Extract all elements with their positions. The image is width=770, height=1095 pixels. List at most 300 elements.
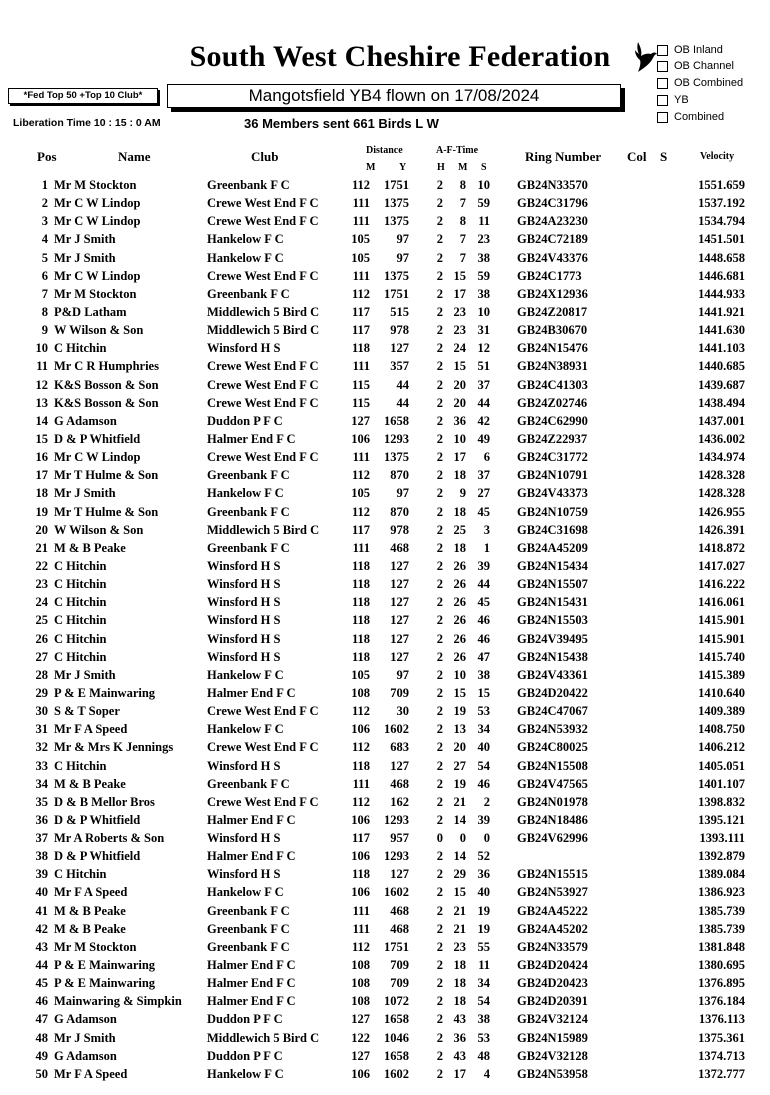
checkbox[interactable] [657, 78, 668, 89]
distance-miles: 111 [352, 921, 370, 936]
option-ob-inland[interactable] [657, 44, 723, 56]
minutes: 14 [453, 812, 466, 827]
distance-miles: 105 [351, 232, 370, 247]
position: 6 [41, 268, 48, 283]
seconds: 46 [477, 613, 490, 628]
minutes: 19 [453, 776, 466, 791]
velocity: 1385.739 [698, 903, 745, 918]
club-name: Crewe West End F C [207, 740, 319, 755]
ring-number: GB24N10791 [517, 468, 588, 483]
fancier-name: Mr & Mrs K Jennings [54, 740, 174, 755]
fancier-name: W Wilson & Son [54, 323, 144, 338]
hours: 2 [436, 286, 443, 301]
seconds: 46 [477, 776, 490, 791]
seconds: 42 [477, 413, 490, 428]
pigeon-logo-icon [632, 40, 658, 74]
seconds: 38 [477, 667, 490, 682]
liberation-time: Liberation Time 10 : 15 : 0 AM [13, 117, 161, 129]
club-name: Halmer End F C [207, 958, 296, 973]
seconds: 27 [477, 486, 490, 501]
distance-yards: 468 [390, 903, 409, 918]
ring-number: GB24D20424 [517, 958, 588, 973]
hours: 2 [436, 522, 443, 537]
ring-number: GB24V47565 [517, 776, 588, 791]
position: 30 [35, 704, 48, 719]
distance-miles: 108 [351, 976, 370, 991]
minutes: 20 [453, 395, 466, 410]
hours: 2 [436, 504, 443, 519]
distance-yards: 1751 [384, 178, 409, 192]
club-name: Halmer End F C [207, 976, 296, 991]
table-row [0, 848, 770, 866]
seconds: 34 [477, 722, 490, 737]
velocity: 1434.974 [698, 450, 745, 465]
position: 34 [35, 776, 48, 791]
distance-miles: 118 [351, 341, 370, 356]
minutes: 23 [453, 323, 466, 338]
minutes: 26 [453, 558, 466, 573]
club-name: Greenbank F C [207, 903, 290, 918]
table-row [0, 957, 770, 975]
minutes: 14 [453, 849, 466, 864]
distance-miles: 118 [351, 631, 370, 646]
option-label: YB [674, 94, 689, 106]
distance-yards: 1375 [384, 268, 409, 283]
minutes: 21 [453, 794, 466, 809]
club-name: Hankelow F C [207, 486, 284, 501]
distance-miles: 118 [351, 558, 370, 573]
position: 28 [35, 667, 48, 682]
club-name: Middlewich 5 Bird C [207, 304, 320, 319]
distance-miles: 127 [351, 413, 370, 428]
table-row [0, 703, 770, 721]
distance-yards: 1658 [384, 1012, 409, 1027]
distance-miles: 111 [352, 450, 370, 465]
distance-miles: 112 [351, 468, 370, 483]
distance-yards: 44 [396, 395, 409, 410]
club-name: Winsford H S [207, 649, 281, 664]
distance-miles: 111 [352, 214, 370, 229]
seconds: 11 [478, 214, 490, 229]
hours: 2 [436, 667, 443, 682]
ring-number: GB24A45202 [517, 921, 588, 936]
minutes: 18 [453, 540, 466, 555]
table-row [0, 812, 770, 830]
minutes: 19 [453, 704, 466, 719]
distance-yards: 1375 [384, 450, 409, 465]
seconds: 19 [477, 903, 490, 918]
hours: 2 [436, 812, 443, 827]
minutes: 15 [453, 359, 466, 374]
table-row [0, 794, 770, 812]
fancier-name: C Hitchin [54, 649, 107, 664]
hours: 2 [436, 722, 443, 737]
fancier-name: G Adamson [54, 1012, 117, 1027]
ring-number: GB24C31698 [517, 522, 588, 537]
velocity: 1393.111 [699, 831, 745, 846]
hours: 2 [436, 921, 443, 936]
position: 7 [41, 286, 48, 301]
velocity: 1448.658 [698, 250, 745, 265]
club-name: Crewe West End F C [207, 395, 319, 410]
seconds: 59 [477, 268, 490, 283]
results-table [0, 177, 770, 1084]
position: 9 [41, 323, 48, 338]
seconds: 12 [477, 341, 490, 356]
distance-miles: 111 [352, 540, 370, 555]
distance-miles: 118 [351, 649, 370, 664]
hours: 2 [436, 178, 443, 192]
hours: 2 [436, 268, 443, 283]
distance-miles: 108 [351, 685, 370, 700]
seconds: 4 [483, 1066, 490, 1081]
club-name: Middlewich 5 Bird C [207, 522, 320, 537]
minutes: 18 [453, 468, 466, 483]
fancier-name: Mr C W Lindop [54, 214, 141, 229]
checkbox[interactable] [657, 95, 668, 106]
seconds: 34 [477, 976, 490, 991]
minutes: 27 [453, 758, 466, 773]
distance-miles: 115 [351, 377, 370, 392]
fancier-name: Mr T Hulme & Son [54, 468, 159, 483]
table-row [0, 1048, 770, 1066]
hours: 2 [436, 214, 443, 229]
col-name: Name [118, 149, 151, 164]
hours: 2 [436, 540, 443, 555]
club-name: Winsford H S [207, 595, 281, 610]
ring-number: GB24N15508 [517, 758, 588, 773]
seconds: 10 [477, 304, 490, 319]
fancier-name: M & B Peake [54, 921, 126, 936]
fancier-name: P & E Mainwaring [54, 685, 156, 700]
club-name: Greenbank F C [207, 939, 290, 954]
checkbox[interactable] [657, 45, 668, 56]
velocity: 1380.695 [698, 958, 745, 973]
hours: 2 [436, 486, 443, 501]
option-ob-combined[interactable] [657, 77, 743, 89]
club-name: Duddon P F C [207, 1012, 283, 1027]
table-row [0, 1030, 770, 1048]
seconds: 45 [477, 595, 490, 610]
fancier-name: Mr M Stockton [54, 178, 137, 192]
ring-number: GB24C31772 [517, 450, 588, 465]
distance-miles: 105 [351, 667, 370, 682]
club-name: Halmer End F C [207, 994, 296, 1009]
club-name: Crewe West End F C [207, 268, 319, 283]
hours: 2 [436, 1030, 443, 1045]
fancier-name: P & E Mainwaring [54, 976, 156, 991]
distance-yards: 1293 [384, 812, 409, 827]
page-title: South West Cheshire Federation [189, 40, 611, 73]
seconds: 55 [477, 939, 490, 954]
minutes: 18 [453, 994, 466, 1009]
club-name: Duddon P F C [207, 413, 283, 428]
distance-miles: 118 [351, 595, 370, 610]
table-row [0, 667, 770, 685]
minutes: 26 [453, 649, 466, 664]
velocity: 1376.895 [698, 976, 745, 991]
club-name: Greenbank F C [207, 504, 290, 519]
hours: 2 [436, 649, 443, 664]
ring-number: GB24A45222 [517, 903, 588, 918]
distance-miles: 106 [351, 431, 370, 446]
col-af-time: A-F-Time [436, 145, 479, 156]
seconds: 2 [483, 794, 490, 809]
ring-number: GB24N10759 [517, 504, 588, 519]
fancier-name: C Hitchin [54, 631, 107, 646]
fancier-name: Mr J Smith [54, 250, 116, 265]
hours: 2 [436, 976, 443, 991]
minutes: 25 [453, 522, 466, 537]
velocity: 1418.872 [698, 540, 745, 555]
position: 44 [35, 958, 48, 973]
position: 4 [41, 232, 48, 247]
distance-yards: 709 [390, 958, 409, 973]
seconds: 11 [478, 958, 490, 973]
option-combined[interactable] [657, 111, 724, 123]
hours: 2 [436, 341, 443, 356]
distance-yards: 978 [390, 522, 409, 537]
distance-yards: 127 [390, 631, 409, 646]
ring-number: GB24Z20817 [517, 304, 588, 319]
position: 26 [35, 631, 48, 646]
velocity: 1428.328 [698, 486, 745, 501]
ring-number: GB24C72189 [517, 232, 588, 247]
velocity: 1374.713 [698, 1048, 745, 1063]
hours: 2 [436, 323, 443, 338]
position: 10 [35, 341, 48, 356]
position: 48 [35, 1030, 48, 1045]
velocity: 1401.107 [698, 776, 745, 791]
velocity: 1438.494 [698, 395, 745, 410]
distance-yards: 468 [390, 776, 409, 791]
velocity: 1408.750 [698, 722, 745, 737]
fancier-name: D & P Whitfield [54, 849, 141, 864]
velocity: 1416.222 [698, 577, 745, 592]
col-colour: Col [627, 149, 647, 164]
club-name: Winsford H S [207, 631, 281, 646]
minutes: 15 [453, 685, 466, 700]
club-name: Winsford H S [207, 613, 281, 628]
minutes: 20 [453, 377, 466, 392]
ring-number: GB24D20391 [517, 994, 588, 1009]
seconds: 37 [477, 377, 490, 392]
distance-miles: 117 [351, 831, 370, 846]
club-name: Hankelow F C [207, 1066, 284, 1081]
position: 36 [35, 812, 48, 827]
velocity: 1406.212 [698, 740, 745, 755]
table-row [0, 866, 770, 884]
seconds: 3 [483, 522, 490, 537]
minutes: 7 [459, 196, 466, 211]
table-row [0, 177, 770, 195]
distance-yards: 127 [390, 613, 409, 628]
distance-miles: 111 [352, 903, 370, 918]
velocity: 1436.002 [698, 431, 745, 446]
option-ob-channel[interactable] [657, 60, 734, 72]
velocity: 1415.389 [698, 667, 745, 682]
hours: 2 [436, 304, 443, 319]
position: 29 [35, 685, 48, 700]
option-label: OB Combined [674, 77, 744, 89]
velocity: 1416.061 [698, 595, 745, 610]
seconds: 37 [477, 468, 490, 483]
distance-yards: 1751 [384, 939, 409, 954]
minutes: 21 [453, 903, 466, 918]
velocity: 1426.955 [698, 504, 745, 519]
hours: 2 [436, 232, 443, 247]
distance-miles: 106 [351, 885, 370, 900]
ring-number: GB24N15438 [517, 649, 588, 664]
hours: 2 [436, 794, 443, 809]
ring-number: GB24X12936 [517, 286, 588, 301]
table-row [0, 594, 770, 612]
hours: 2 [436, 849, 443, 864]
option-label: Combined [674, 111, 725, 123]
minutes: 24 [453, 341, 466, 356]
hours: 2 [436, 758, 443, 773]
fancier-name: K&S Bosson & Son [54, 395, 159, 410]
col-hours: H [437, 162, 445, 173]
velocity: 1441.103 [698, 341, 745, 356]
velocity: 1415.740 [698, 649, 745, 664]
fancier-name: Mr T Hulme & Son [54, 504, 159, 519]
option-yb[interactable] [657, 94, 689, 106]
minutes: 18 [453, 958, 466, 973]
col-distance: Distance [366, 145, 403, 156]
table-row [0, 195, 770, 213]
club-name: Halmer End F C [207, 849, 296, 864]
minutes: 26 [453, 577, 466, 592]
hours: 2 [436, 776, 443, 791]
velocity: 1375.361 [698, 1030, 745, 1045]
club-name: Hankelow F C [207, 232, 284, 247]
velocity: 1385.739 [698, 921, 745, 936]
club-name: Greenbank F C [207, 286, 290, 301]
checkbox[interactable] [657, 61, 668, 72]
hours: 2 [436, 685, 443, 700]
distance-yards: 1658 [384, 1048, 409, 1063]
ring-number: GB24Z22937 [517, 431, 588, 446]
distance-yards: 1602 [384, 885, 409, 900]
seconds: 15 [477, 685, 490, 700]
ring-number: GB24N15431 [517, 595, 588, 610]
seconds: 10 [477, 178, 490, 192]
distance-miles: 118 [351, 577, 370, 592]
distance-yards: 162 [390, 794, 409, 809]
distance-yards: 468 [390, 921, 409, 936]
seconds: 40 [477, 740, 490, 755]
minutes: 20 [453, 740, 466, 755]
minutes: 26 [453, 631, 466, 646]
distance-yards: 357 [390, 359, 409, 374]
minutes: 17 [453, 1066, 466, 1081]
seconds: 39 [477, 812, 490, 827]
club-name: Crewe West End F C [207, 794, 319, 809]
seconds: 48 [477, 1048, 490, 1063]
option-label: OB Channel [674, 60, 734, 72]
velocity: 1372.777 [698, 1066, 745, 1081]
seconds: 38 [477, 286, 490, 301]
table-row [0, 377, 770, 395]
club-name: Halmer End F C [207, 685, 296, 700]
distance-yards: 1602 [384, 1066, 409, 1081]
distance-miles: 122 [351, 1030, 370, 1045]
velocity: 1376.113 [698, 1012, 745, 1027]
ring-number: GB24D20423 [517, 976, 588, 991]
velocity: 1398.832 [698, 794, 745, 809]
checkbox[interactable] [657, 112, 668, 123]
fancier-name: K&S Bosson & Son [54, 377, 159, 392]
minutes: 7 [459, 232, 466, 247]
distance-miles: 115 [351, 395, 370, 410]
hours: 2 [436, 994, 443, 1009]
table-row [0, 739, 770, 757]
distance-miles: 111 [352, 359, 370, 374]
seconds: 40 [477, 885, 490, 900]
minutes: 0 [459, 831, 466, 846]
position: 46 [35, 994, 48, 1009]
ring-number: GB24N33570 [517, 178, 588, 192]
club-name: Crewe West End F C [207, 214, 319, 229]
minutes: 23 [453, 939, 466, 954]
ring-number: GB24A23230 [517, 214, 588, 229]
position: 14 [35, 413, 48, 428]
velocity: 1395.121 [698, 812, 745, 827]
hours: 2 [436, 958, 443, 973]
club-name: Crewe West End F C [207, 704, 319, 719]
position: 2 [41, 196, 48, 211]
position: 31 [35, 722, 48, 737]
ring-number: GB24C31796 [517, 196, 588, 211]
distance-miles: 127 [351, 1048, 370, 1063]
minutes: 17 [453, 286, 466, 301]
club-name: Halmer End F C [207, 431, 296, 446]
seconds: 53 [477, 704, 490, 719]
hours: 2 [436, 631, 443, 646]
distance-miles: 106 [351, 1066, 370, 1081]
minutes: 36 [453, 413, 466, 428]
col-seconds: S [481, 162, 487, 173]
col-minutes: M [458, 162, 468, 173]
table-row [0, 322, 770, 340]
minutes: 9 [459, 486, 466, 501]
ring-number: GB24N15476 [517, 341, 588, 356]
fancier-name: C Hitchin [54, 595, 107, 610]
table-row [0, 395, 770, 413]
ring-number: GB24V43361 [517, 667, 588, 682]
table-row [0, 758, 770, 776]
distance-yards: 709 [390, 685, 409, 700]
fancier-name: Mr C W Lindop [54, 450, 141, 465]
table-row [0, 921, 770, 939]
position: 41 [35, 903, 48, 918]
ring-number: GB24N38931 [517, 359, 588, 374]
distance-miles: 112 [351, 704, 370, 719]
minutes: 8 [459, 214, 466, 229]
distance-miles: 106 [351, 722, 370, 737]
club-name: Greenbank F C [207, 776, 290, 791]
table-row [0, 213, 770, 231]
seconds: 47 [477, 649, 490, 664]
velocity: 1376.184 [698, 994, 745, 1009]
minutes: 18 [453, 976, 466, 991]
ring-number: GB24N15503 [517, 613, 588, 628]
position: 45 [35, 976, 48, 991]
club-name: Winsford H S [207, 577, 281, 592]
fancier-name: Mr J Smith [54, 667, 116, 682]
seconds: 0 [483, 831, 490, 846]
